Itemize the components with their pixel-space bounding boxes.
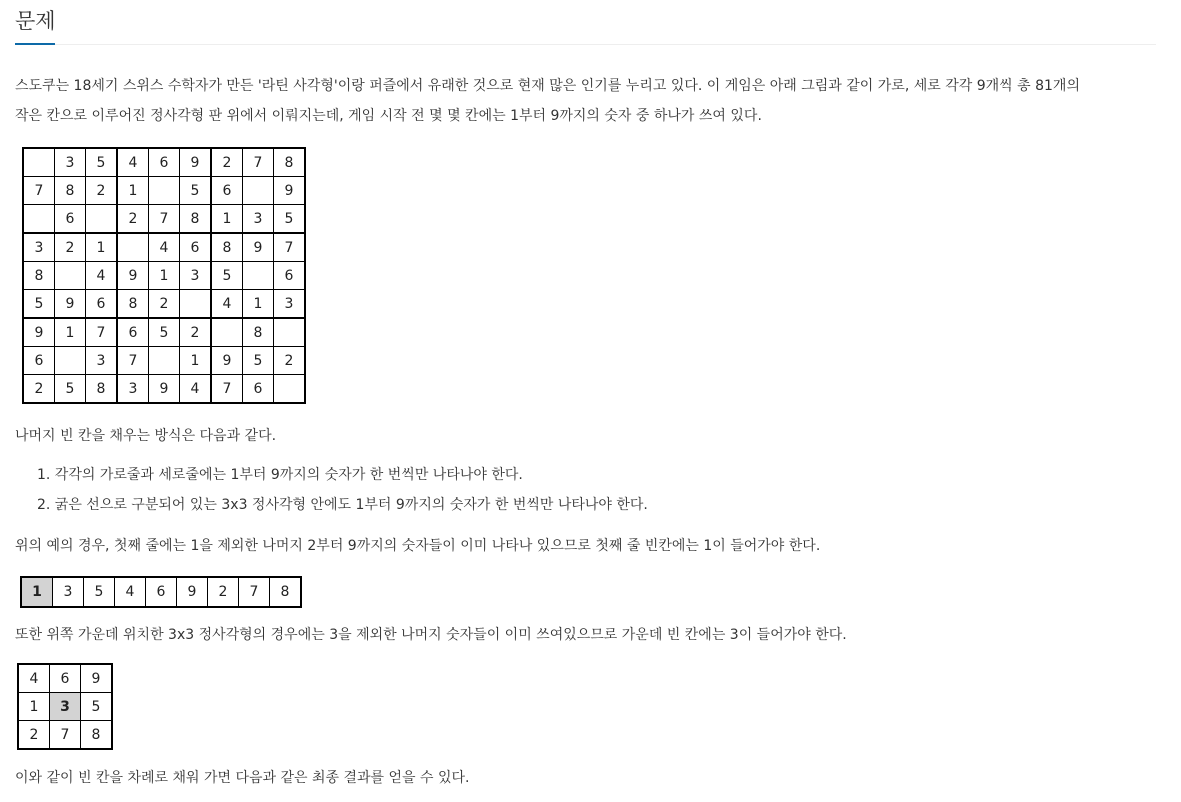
grid-cell: 9	[177, 577, 208, 607]
grid-cell: 5	[81, 693, 113, 721]
grid-cell: 6	[55, 205, 86, 234]
grid-cell: 1	[86, 233, 118, 262]
example-box-text: 또한 위쪽 가운데 위치한 3x3 정사각형의 경우에는 3을 제외한 나머지 숫자들이 이미 쓰여있으므로 가운데 빈 칸에는 3이 들어가야 한다.	[15, 627, 847, 643]
grid-cell: 8	[243, 318, 274, 347]
rule-item-1: 1. 각각의 가로줄과 세로줄에는 1부터 9까지의 숫자가 한 번씩만 나타나야 한다.	[37, 467, 523, 483]
grid-cell: 4	[18, 664, 50, 693]
grid-cell: 2	[211, 148, 243, 177]
grid-cell: 2	[18, 721, 50, 750]
grid-cell: 6	[50, 664, 81, 693]
rules-list	[37, 465, 648, 525]
example-row-text: 위의 예의 경우, 첫째 줄에는 1을 제외한 나머지 2부터 9까지의 숫자들이 이미 나타나 있으므로 첫째 줄 빈칸에는 1이 들어가야 한다.	[15, 538, 821, 554]
grid-cell: 9	[243, 233, 274, 262]
grid-cell: 2	[117, 205, 149, 234]
grid-cell: 5	[84, 577, 115, 607]
grid-row	[23, 290, 305, 319]
grid-cell: 5	[211, 262, 243, 290]
grid-cell: 6	[146, 577, 177, 607]
grid-cell: 9	[117, 262, 149, 290]
grid-cell: 6	[180, 233, 212, 262]
grid-cell	[117, 233, 149, 262]
grid-cell: 8	[55, 177, 86, 205]
grid-cell: 1	[55, 318, 86, 347]
grid-cell	[86, 205, 118, 234]
grid-cell: 4	[115, 577, 146, 607]
grid-row	[23, 375, 305, 404]
grid-cell: 3	[243, 205, 274, 234]
grid-cell	[274, 375, 306, 404]
grid-cell	[274, 318, 306, 347]
grid-cell: 3	[180, 262, 212, 290]
intro-line-1: 스도쿠는 18세기 스위스 수학자가 만든 '라틴 사각형'이랑 퍼즐에서 유래한 것으로 현재 많은 인기를 누리고 있다. 이 게임은 아래 그림과 같이 가로, 세로 각각 9개씩 총 81개의	[15, 78, 1080, 94]
grid-cell: 6	[149, 148, 180, 177]
grid-cell: 3	[53, 577, 84, 607]
grid-cell: 7	[50, 721, 81, 750]
grid-cell: 3	[86, 347, 118, 375]
box-row	[18, 664, 112, 693]
grid-row	[23, 233, 305, 262]
conclusion-text: 이와 같이 빈 칸을 차례로 채워 가면 다음과 같은 최종 결과를 얻을 수 있다.	[15, 770, 470, 786]
grid-cell: 9	[23, 318, 55, 347]
grid-cell	[211, 318, 243, 347]
grid-cell: 1	[243, 290, 274, 319]
fill-method-text: 나머지 빈 칸을 채우는 방식은 다음과 같다.	[15, 428, 277, 444]
grid-cell: 9	[55, 290, 86, 319]
grid-cell: 6	[274, 262, 306, 290]
box-row	[18, 693, 112, 721]
grid-cell: 4	[180, 375, 212, 404]
rule-item-2: 2. 굵은 선으로 구분되어 있는 3x3 정사각형 안에도 1부터 9까지의 숫자가 한 번씩만 나타나야 한다.	[37, 497, 648, 513]
grid-cell: 7	[23, 177, 55, 205]
grid-cell: 3	[23, 233, 55, 262]
grid-cell	[243, 177, 274, 205]
grid-cell: 2	[208, 577, 239, 607]
grid-cell: 2	[274, 347, 306, 375]
grid-cell: 2	[149, 290, 180, 319]
grid-cell: 9	[180, 148, 212, 177]
grid-row	[23, 177, 305, 205]
grid-cell: 7	[274, 233, 306, 262]
grid-cell: 3	[117, 375, 149, 404]
grid-cell: 3	[274, 290, 306, 319]
grid-cell: 1	[180, 347, 212, 375]
grid-cell: 4	[149, 233, 180, 262]
grid-cell: 9	[211, 347, 243, 375]
grid-row	[23, 205, 305, 234]
grid-cell: 8	[117, 290, 149, 319]
grid-cell: 1	[117, 177, 149, 205]
highlighted-cell: 3	[50, 693, 81, 721]
grid-cell: 2	[55, 233, 86, 262]
grid-cell: 6	[23, 347, 55, 375]
example-row	[21, 577, 301, 607]
heading-underline	[15, 43, 55, 45]
grid-cell: 8	[180, 205, 212, 234]
grid-cell: 9	[149, 375, 180, 404]
grid-cell: 4	[86, 262, 118, 290]
grid-cell: 4	[211, 290, 243, 319]
grid-cell: 5	[149, 318, 180, 347]
grid-cell: 6	[117, 318, 149, 347]
grid-row	[23, 262, 305, 290]
highlighted-cell: 1	[21, 577, 53, 607]
grid-cell: 8	[23, 262, 55, 290]
section-heading: 문제	[15, 9, 56, 33]
intro-line-2: 작은 칸으로 이루어진 정사각형 판 위에서 이뤄지는데, 게임 시작 전 몇 몇 칸에는 1부터 9까지의 숫자 중 하나가 쓰여 있다.	[15, 108, 762, 124]
grid-cell: 2	[86, 177, 118, 205]
grid-cell	[149, 347, 180, 375]
example-row-grid	[20, 576, 302, 608]
grid-cell: 5	[86, 148, 118, 177]
grid-row	[23, 148, 305, 177]
grid-cell: 8	[86, 375, 118, 404]
grid-cell: 3	[55, 148, 86, 177]
grid-cell: 7	[211, 375, 243, 404]
grid-cell: 7	[149, 205, 180, 234]
grid-cell: 2	[23, 375, 55, 404]
grid-cell: 6	[86, 290, 118, 319]
grid-cell: 7	[86, 318, 118, 347]
grid-cell: 1	[18, 693, 50, 721]
grid-cell: 7	[117, 347, 149, 375]
box-row	[18, 721, 112, 750]
grid-cell: 8	[211, 233, 243, 262]
grid-cell: 7	[239, 577, 270, 607]
grid-cell: 9	[274, 177, 306, 205]
grid-cell: 1	[211, 205, 243, 234]
grid-cell	[55, 262, 86, 290]
grid-cell: 7	[243, 148, 274, 177]
grid-cell	[23, 205, 55, 234]
grid-cell: 6	[211, 177, 243, 205]
grid-cell: 9	[81, 664, 113, 693]
grid-cell: 8	[270, 577, 302, 607]
grid-cell: 4	[117, 148, 149, 177]
grid-cell: 8	[81, 721, 113, 750]
sudoku-puzzle-grid	[22, 147, 306, 404]
grid-cell: 5	[180, 177, 212, 205]
grid-cell	[243, 262, 274, 290]
grid-cell: 1	[149, 262, 180, 290]
heading-rule	[15, 44, 1156, 45]
grid-cell	[149, 177, 180, 205]
grid-cell: 5	[243, 347, 274, 375]
example-box-grid	[17, 663, 113, 750]
grid-cell: 5	[274, 205, 306, 234]
grid-cell: 5	[23, 290, 55, 319]
grid-cell: 8	[274, 148, 306, 177]
grid-cell	[55, 347, 86, 375]
grid-cell: 5	[55, 375, 86, 404]
grid-cell	[180, 290, 212, 319]
grid-row	[23, 347, 305, 375]
grid-cell: 2	[180, 318, 212, 347]
grid-row	[23, 318, 305, 347]
grid-cell: 6	[243, 375, 274, 404]
grid-cell	[23, 148, 55, 177]
